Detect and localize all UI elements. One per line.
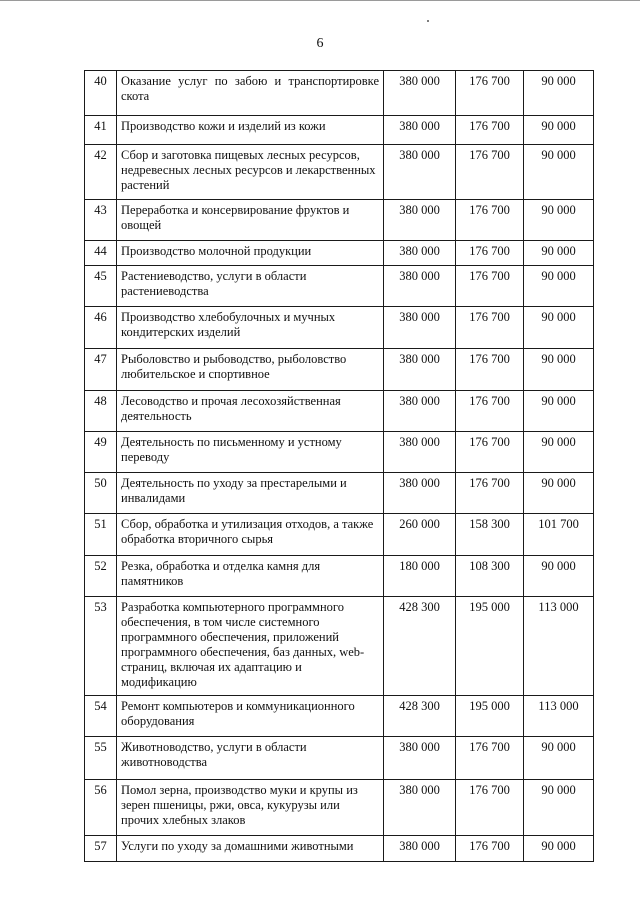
activity-name: Резка, обработка и отделка камня для памятников — [117, 556, 384, 597]
row-number: 50 — [85, 473, 117, 514]
value-column-1: 380 000 — [384, 241, 456, 266]
value-column-3: 90 000 — [524, 200, 594, 241]
value-column-1: 380 000 — [384, 266, 456, 307]
value-column-1: 380 000 — [384, 145, 456, 200]
activity-name: Производство хлебобулочных и мучных кондитерских изделий — [117, 307, 384, 349]
value-column-3: 90 000 — [524, 556, 594, 597]
value-column-1: 260 000 — [384, 514, 456, 556]
value-column-3: 101 700 — [524, 514, 594, 556]
table-row — [85, 391, 594, 432]
value-column-2: 176 700 — [456, 737, 524, 780]
value-column-2: 108 300 — [456, 556, 524, 597]
value-column-2: 176 700 — [456, 266, 524, 307]
row-number: 40 — [85, 71, 117, 116]
row-number: 45 — [85, 266, 117, 307]
value-column-1: 380 000 — [384, 200, 456, 241]
value-column-1: 380 000 — [384, 473, 456, 514]
value-column-3: 113 000 — [524, 696, 594, 737]
table-row — [85, 514, 594, 556]
value-column-2: 176 700 — [456, 836, 524, 862]
row-number: 49 — [85, 432, 117, 473]
value-column-2: 176 700 — [456, 307, 524, 349]
value-column-1: 180 000 — [384, 556, 456, 597]
row-number: 57 — [85, 836, 117, 862]
row-number: 42 — [85, 145, 117, 200]
activity-name: Производство молочной продукции — [117, 241, 384, 266]
page-number: 6 — [316, 36, 324, 51]
table-row — [85, 116, 594, 145]
table-row — [85, 737, 594, 780]
value-column-2: 195 000 — [456, 597, 524, 696]
row-number: 44 — [85, 241, 117, 266]
value-column-1: 380 000 — [384, 349, 456, 391]
value-column-2: 176 700 — [456, 473, 524, 514]
activity-name: Разработка компьютерного программного обеспечения, в том числе системного программного обеспечения, приложений программного обеспечения, баз данных, web-страниц, включая их адаптацию и модификацию — [117, 597, 384, 696]
activity-name: Оказание услуг по забою и транспортировке скота — [117, 71, 384, 116]
table-row — [85, 200, 594, 241]
value-column-3: 90 000 — [524, 836, 594, 862]
table-row — [85, 556, 594, 597]
value-column-1: 428 300 — [384, 696, 456, 737]
value-column-3: 90 000 — [524, 473, 594, 514]
value-column-3: 90 000 — [524, 737, 594, 780]
value-column-1: 380 000 — [384, 71, 456, 116]
value-column-2: 195 000 — [456, 696, 524, 737]
value-column-3: 90 000 — [524, 780, 594, 836]
activity-table-body — [85, 71, 594, 862]
activity-name: Растениеводство, услуги в области растениеводства — [117, 266, 384, 307]
scan-speck — [427, 20, 429, 22]
value-column-3: 90 000 — [524, 391, 594, 432]
row-number: 46 — [85, 307, 117, 349]
activity-name: Помол зерна, производство муки и крупы из зерен пшеницы, ржи, овса, кукурузы или прочих хлебных злаков — [117, 780, 384, 836]
table-row — [85, 71, 594, 116]
value-column-3: 90 000 — [524, 432, 594, 473]
value-column-2: 176 700 — [456, 200, 524, 241]
row-number: 53 — [85, 597, 117, 696]
activity-name: Деятельность по письменному и устному переводу — [117, 432, 384, 473]
table-row — [85, 241, 594, 266]
row-number: 51 — [85, 514, 117, 556]
table-row — [85, 145, 594, 200]
table-row — [85, 307, 594, 349]
activity-name: Рыболовство и рыбоводство, рыболовство любительское и спортивное — [117, 349, 384, 391]
value-column-1: 380 000 — [384, 836, 456, 862]
value-column-3: 90 000 — [524, 116, 594, 145]
value-column-2: 176 700 — [456, 780, 524, 836]
activity-name: Переработка и консервирование фруктов и овощей — [117, 200, 384, 241]
row-number: 54 — [85, 696, 117, 737]
value-column-3: 90 000 — [524, 307, 594, 349]
table-row — [85, 432, 594, 473]
activity-name: Услуги по уходу за домашними животными — [117, 836, 384, 862]
value-column-1: 380 000 — [384, 432, 456, 473]
table-row — [85, 836, 594, 862]
table-row — [85, 349, 594, 391]
value-column-2: 176 700 — [456, 116, 524, 145]
value-column-1: 380 000 — [384, 737, 456, 780]
value-column-1: 380 000 — [384, 780, 456, 836]
row-number: 55 — [85, 737, 117, 780]
value-column-3: 90 000 — [524, 349, 594, 391]
activity-table — [84, 70, 594, 862]
value-column-2: 176 700 — [456, 145, 524, 200]
value-column-2: 176 700 — [456, 432, 524, 473]
activity-name: Деятельность по уходу за престарелыми и инвалидами — [117, 473, 384, 514]
table-row — [85, 597, 594, 696]
value-column-1: 428 300 — [384, 597, 456, 696]
row-number: 56 — [85, 780, 117, 836]
value-column-3: 113 000 — [524, 597, 594, 696]
row-number: 48 — [85, 391, 117, 432]
value-column-3: 90 000 — [524, 266, 594, 307]
value-column-2: 176 700 — [456, 241, 524, 266]
value-column-2: 176 700 — [456, 349, 524, 391]
row-number: 41 — [85, 116, 117, 145]
value-column-3: 90 000 — [524, 241, 594, 266]
activity-name: Лесоводство и прочая лесохозяйственная деятельность — [117, 391, 384, 432]
value-column-1: 380 000 — [384, 116, 456, 145]
table-row — [85, 696, 594, 737]
value-column-1: 380 000 — [384, 307, 456, 349]
value-column-3: 90 000 — [524, 71, 594, 116]
value-column-2: 176 700 — [456, 391, 524, 432]
table-row — [85, 780, 594, 836]
table-row — [85, 473, 594, 514]
activity-name: Производство кожи и изделий из кожи — [117, 116, 384, 145]
activity-name: Сбор и заготовка пищевых лесных ресурсов, недревесных лесных ресурсов и лекарственных растений — [117, 145, 384, 200]
value-column-3: 90 000 — [524, 145, 594, 200]
value-column-2: 158 300 — [456, 514, 524, 556]
activity-name: Ремонт компьютеров и коммуникационного оборудования — [117, 696, 384, 737]
row-number: 47 — [85, 349, 117, 391]
row-number: 43 — [85, 200, 117, 241]
activity-name: Сбор, обработка и утилизация отходов, а также обработка вторичного сырья — [117, 514, 384, 556]
table-row — [85, 266, 594, 307]
page-top-edge — [0, 0, 640, 1]
value-column-2: 176 700 — [456, 71, 524, 116]
activity-name: Животноводство, услуги в области животноводства — [117, 737, 384, 780]
value-column-1: 380 000 — [384, 391, 456, 432]
row-number: 52 — [85, 556, 117, 597]
